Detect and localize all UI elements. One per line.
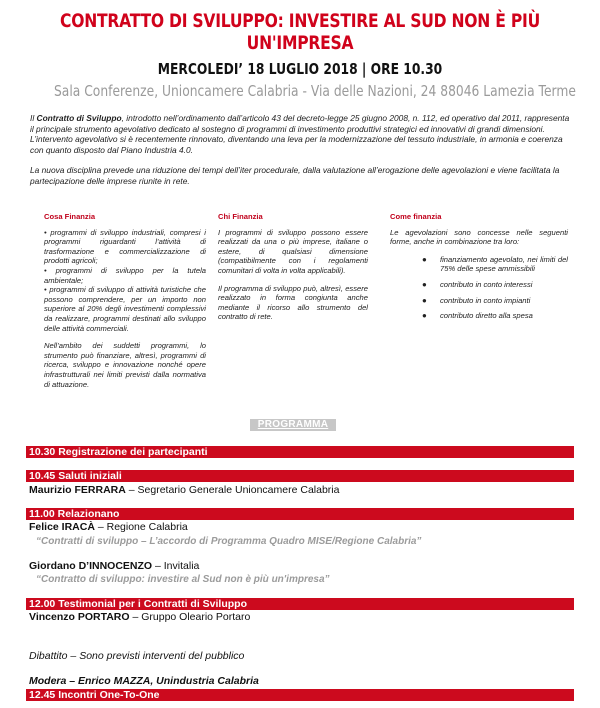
- column-note: Nell’ambito dei suddetti programmi, lo strumento può finanziare, altresì, programmi di ricerca, sviluppo e innovazione nonché opere infrastrutturali nei limiti previsti dalla normativa di attuazione.: [44, 341, 206, 389]
- speaker-name: Maurizio FERRARA: [29, 484, 126, 496]
- list-item: • programmi di sviluppo per la tutela ambientale;: [44, 265, 206, 285]
- column-heading: Chi Finanzia: [218, 212, 263, 221]
- page-title: CONTRATTO DI SVILUPPO: INVESTIRE AL SUD NON È PIÙ UN'IMPRESA: [60, 10, 540, 54]
- speaker-line: [29, 560, 199, 572]
- intro-p1-end: , introdotto nell’ordinamento dall’articolo 43 del decreto-legge 25 giugno 2008, n. 112, ed operativo dal 2011, rappresenta il principale strumento agevolativo dedicato al sostegno di programmi di investimento produttivi strategici ed innovativi di grandi dimensioni.: [30, 113, 570, 134]
- talk-title: “Contratto di sviluppo: investire al Sud non è più un'impresa”: [36, 574, 330, 585]
- list-item: ● finanziamento agevolato, nei limiti del 75% delle spese ammissibili: [422, 254, 568, 274]
- column-paragraph: Il programma di sviluppo può, altresì, essere realizzato in forma congiunta anche mediante il ricorso allo strumento del contratto di rete.: [218, 283, 368, 322]
- intro-paragraph-2: L’intervento agevolativo si è recentemente rinnovato, diventando una leva per la modernizzazione del tessuto industriale, in armonia e coerenza con quanto disposto dal Piano Industria 4.0.: [30, 134, 563, 155]
- event-date: MERCOLEDI’ 18 LUGLIO 2018 | ORE 10.30: [157, 60, 443, 78]
- speaker-name: Felice IRACÀ: [29, 521, 95, 533]
- speaker-role: – Invitalia: [152, 560, 200, 572]
- column-cosa-finanzia: [44, 212, 206, 389]
- list-item: • programmi di sviluppo di attività turistiche che possono comprendere, per un importo non superiore al 20% degli investimenti complessivi da realizzare, programmi destinati allo sviluppo delle attività commerciali.: [44, 285, 206, 333]
- list-item: ● contributo in conto impianti: [422, 295, 531, 305]
- column-heading: Come finanzia: [390, 212, 442, 221]
- bullet-icon: ●: [422, 279, 427, 289]
- list-item: • programmi di sviluppo industriali, compresi i programmi riguardanti l’attività di trasformazione e commercializzazione di prodotti agricoli;: [44, 227, 206, 266]
- financing-list: [390, 255, 568, 321]
- speaker-name: Vincenzo PORTARO: [29, 611, 130, 623]
- intro-paragraph-1: [30, 113, 570, 134]
- moderator-line: Modera – Enrico MAZZA, Unindustria Calabria: [29, 675, 259, 687]
- bullet-icon: ●: [422, 311, 427, 321]
- section-speakers: 11.00 Relazionano: [26, 508, 574, 520]
- intro-p1-bold: Contratto di Sviluppo: [36, 113, 122, 123]
- intro-p1-start: Il: [30, 113, 37, 123]
- column-chi-finanzia: [218, 212, 368, 322]
- programma-label: PROGRAMMA: [250, 419, 336, 431]
- talk-title: “Contratti di sviluppo – L’accordo di Programma Quadro MISE/Regione Calabria”: [36, 536, 422, 547]
- speaker-line: [29, 484, 339, 496]
- speaker-line: [29, 611, 250, 623]
- bullet-icon: ●: [422, 254, 427, 264]
- list-item: ● contributo in conto interessi: [422, 279, 533, 289]
- speaker-role: – Segretario Generale Unioncamere Calabria: [125, 484, 340, 496]
- speaker-name: Giordano D’INNOCENZO: [29, 560, 153, 572]
- column-heading: Cosa Finanzia: [44, 212, 96, 221]
- section-greetings: 10.45 Saluti iniziali: [26, 470, 574, 482]
- section-one-to-one: 12.45 Incontri One-To-One: [26, 689, 574, 701]
- event-venue: Sala Conferenze, Unioncamere Calabria - Via delle Nazioni, 24 88046 Lamezia Terme: [54, 82, 576, 100]
- section-registration: 10.30 Registrazione dei partecipanti: [26, 446, 574, 458]
- speaker-role: – Gruppo Oleario Portaro: [129, 611, 251, 623]
- intro-text: [30, 113, 570, 186]
- section-testimonial: 12.00 Testimonial per i Contratti di Sviluppo: [26, 598, 574, 610]
- bullet-icon: ●: [422, 295, 427, 305]
- column-come-finanzia: [390, 212, 568, 327]
- speaker-role: – Regione Calabria: [94, 521, 188, 533]
- top-strip: [0, 0, 600, 6]
- debate-note: Dibattito – Sono previsti interventi del pubblico: [29, 650, 245, 662]
- column-paragraph: Le agevolazioni sono concesse nelle seguenti forme, anche in combinazione tra loro:: [390, 227, 568, 247]
- intro-paragraph-3: La nuova disciplina prevede una riduzione dei tempi dell’iter procedurale, dalla valutazione all’erogazione delle agevolazioni e viene facilitata la partecipazione delle imprese riunite in rete.: [30, 165, 560, 186]
- speaker-line: [29, 521, 188, 533]
- list-item: ● contributo diretto alla spesa: [422, 311, 533, 321]
- column-paragraph: I programmi di sviluppo possono essere realizzati da una o più imprese, italiane o estere, di qualsiasi dimensione (compatibilmente con i regolamenti comunitari di volta in volta applicabili).: [218, 227, 368, 275]
